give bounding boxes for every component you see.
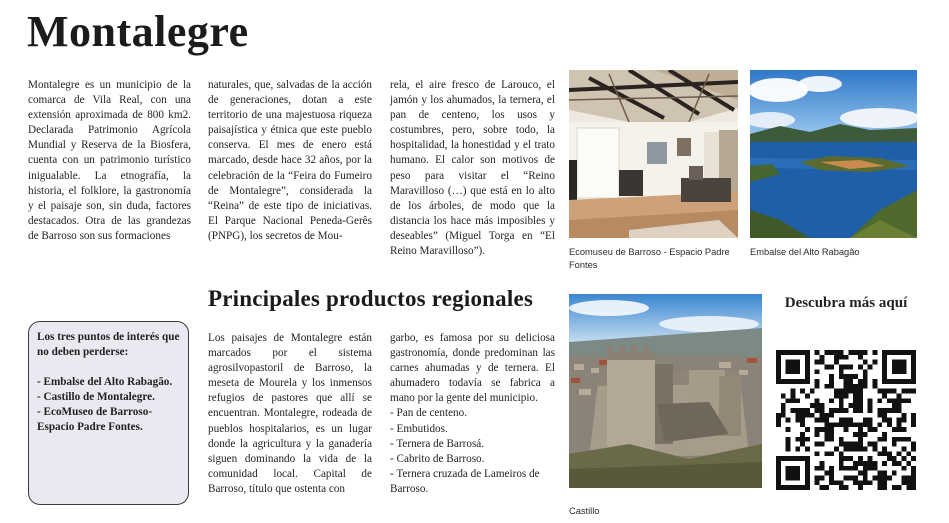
list-item: - Ternera de Barrosá.: [390, 437, 485, 450]
products-column-2: [390, 331, 555, 497]
list-item: - EcoMuseo de Barroso-Espacio Padre Fontes.: [37, 406, 153, 433]
castle-caption: Castillo: [569, 506, 600, 516]
list-item: - Pan de centeno.: [390, 407, 468, 420]
section-title: Principales productos regionales: [208, 286, 533, 311]
list-item: - Cabrito de Barroso.: [390, 452, 485, 465]
points-of-interest-box: [28, 321, 189, 505]
ecomuseum-caption: Ecomuseu de Barroso - Espacio Padre Fontes: [569, 247, 730, 270]
reservoir-photo: [750, 70, 917, 238]
products-list: [390, 406, 555, 497]
article-column-3: [390, 78, 555, 259]
list-item: - Embutidos.: [390, 422, 448, 435]
article-text: rela, el aire fresco de Larouco, el jamón y los ahumados, la ternera, el pan de centeno, los usos y costumbres, pero, sobre todo, la hospitalidad, la honestidad y el trato humano. El calor son motivos de peso para visitar el “Reino Maravilloso (…) que está en lo alto de los árboles, de modo que la distancia los hace más imposibles y deseables” (Miguel Torga en “El Reino Maravilloso”).: [390, 79, 555, 258]
list-item: - Castillo de Montalegre.: [37, 391, 155, 403]
info-box-list: [37, 375, 180, 435]
page-title: Montalegre: [27, 7, 249, 56]
products-text: Los paisajes de Montalegre están marcados por el sistema agrosilvopastoril de Barroso, la meseta de Mourela y los inmensos refugios de pastores que allí se encuentran. Montalegre, rodeada de pueblos hospitalarios, es un lugar donde la agricultura y la ganadería siguen dominando la vida de la comunidad local. Capital de Barroso, título que ostenta con: [208, 332, 372, 495]
article-column-2: [208, 78, 372, 244]
castle-photo: [569, 294, 762, 488]
list-item: - Ternera cruzada de Lameiros de Barroso.: [390, 467, 540, 495]
discover-more-heading: Descubra más aquí: [784, 295, 908, 311]
reservoir-caption: Embalse del Alto Rabagão: [750, 247, 860, 257]
article-text: naturales, que, salvadas de la acción de generaciones, dotan a este territorio de una majestuosa riqueza paisajística y étnica que este pueblo conserva. El mes de enero está marcado, desde hace 32 años, por la celebración de la “Feira do Fumeiro de Montalegre”, considerada la “Reina” de este tipo de iniciativas. El Parque Nacional Peneda-Gerês (PNPG), los secretos de Mou-: [208, 79, 372, 242]
info-box-heading: Los tres puntos de interés que no deben perderse:: [37, 331, 180, 358]
qr-code[interactable]: [776, 350, 916, 490]
ecomuseum-photo: [569, 70, 738, 238]
products-intro: garbo, es famosa por su deliciosa gastronomía, donde predominan las carnes ahumadas y de ternera. El ahumadero todavía se fabrica a mano por la gente del municipio.: [390, 332, 555, 405]
article-text: Montalegre es un municipio de la comarca de Vila Real, con una extensión aproximada de 800 km2. Declarada Patrimonio Agrícola Mundial y Reserva de la Biosfera, cuenta con un patrimonio turístico inigualable. La etnografía, la historia, el folklore, la gastronomía y el paisaje son, sin duda, factores destacados. Otra de las grandezas de Barroso son sus formaciones: [28, 79, 191, 242]
products-column-1: [208, 331, 372, 497]
article-column-1: [28, 78, 191, 244]
list-item: - Embalse del Alto Rabagão.: [37, 376, 173, 388]
